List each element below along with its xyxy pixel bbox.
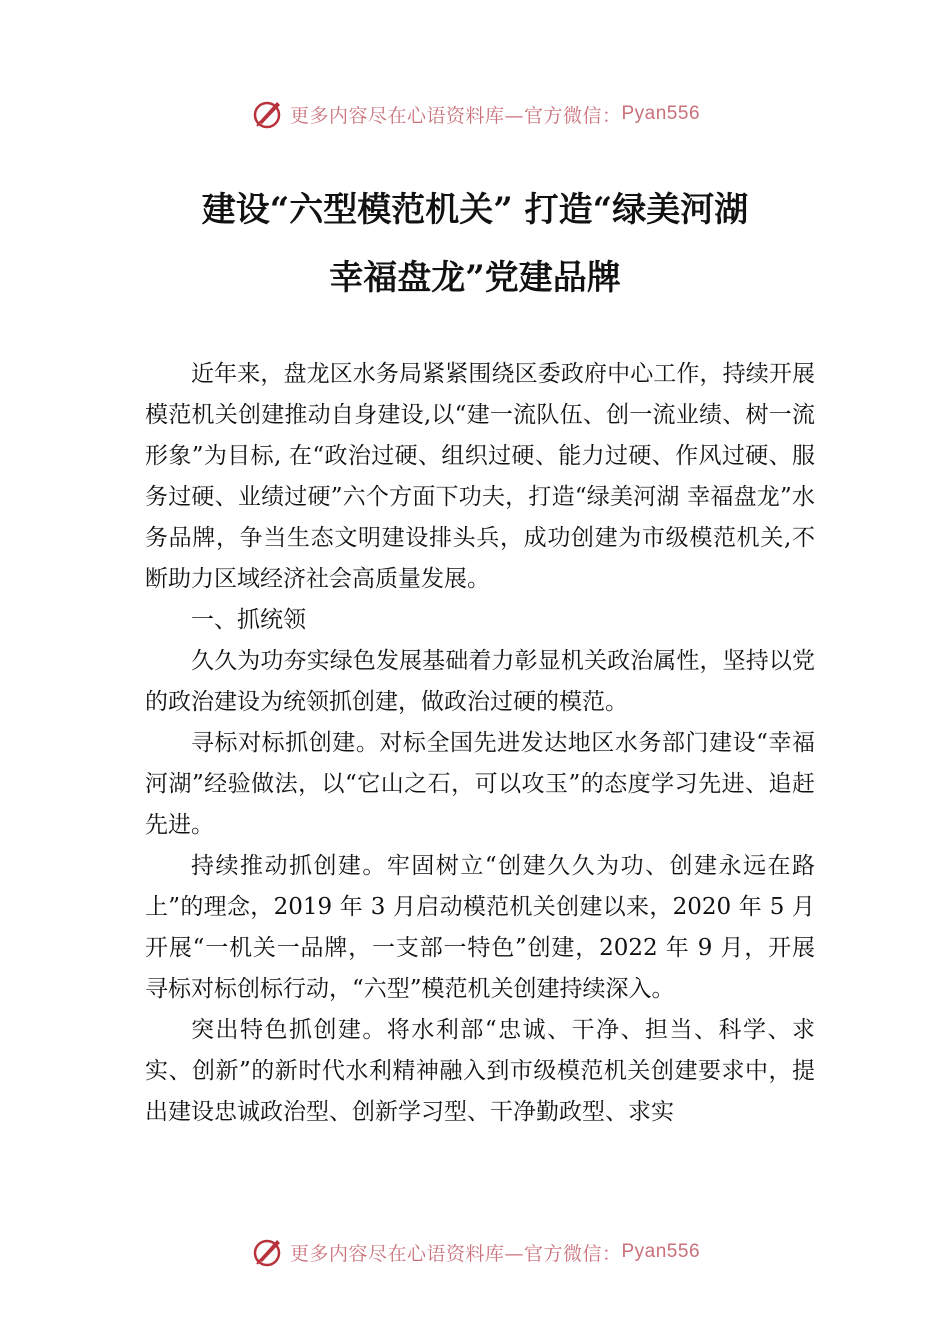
footer-watermark — [0, 1232, 950, 1272]
watermark-wechat-id: Pyan556 — [621, 103, 701, 124]
document-body — [145, 354, 815, 1133]
paragraph: 突出特色抓创建。将水利部“忠诚、干净、担当、科学、求实、创新”的新时代水利精神融入到市级模范机关创建要求中，提出建设忠诚政治型、创新学习型、干净勤政型、求实 — [145, 1017, 815, 1125]
watermark-text: 更多内容尽在心语资料库—官方微信： — [289, 104, 622, 127]
document-title-line-2: 幸福盘龙”党建品牌 — [329, 258, 621, 298]
paragraph: 持续推动抓创建。牢固树立“创建久久为功、创建永远在路上”的理念，2019 年 3 月启动模范机关创建以来，2020 年 5 月开展“一机关一品牌，一支部一特色”创建，2022 年 9 月，开展寻标对标创标行动，“六型”模范机关创建持续深入。 — [145, 853, 815, 1002]
watermark-wechat-id: Pyan556 — [621, 1241, 701, 1262]
paragraph: 久久为功夯实绿色发展基础着力彰显机关政治属性，坚持以党的政治建设为统领抓创建，做政治过硬的模范。 — [145, 648, 815, 715]
header-watermark — [0, 94, 950, 134]
quill-logo-icon — [250, 96, 286, 132]
document-title-line-1: 建设“六型模范机关” 打造“绿美河湖 — [201, 190, 749, 230]
watermark-text: 更多内容尽在心语资料库—官方微信： — [289, 1242, 622, 1265]
quill-logo-icon — [250, 1234, 286, 1270]
paragraph-intro: 近年来，盘龙区水务局紧紧围绕区委政府中心工作，持续开展模范机关创建推动自身建设,以“建一流队伍、创一流业绩、树一流形象”为目标, 在“政治过硬、组织过硬、能力过硬、作风过硬、服务过硬、业绩过硬”六个方面下功夫，打造“绿美河湖 幸福盘龙”水务品牌，争当生态文明建设排头兵，成功创建为市级模范机关,不断助力区域经济社会高质量发展。 — [145, 361, 815, 592]
section-heading: 一、抓统领 — [191, 607, 306, 633]
paragraph: 寻标对标抓创建。对标全国先进发达地区水务部门建设“幸福河湖”经验做法，以“它山之石，可以攻玉”的态度学习先进、追赶先进。 — [145, 730, 815, 838]
